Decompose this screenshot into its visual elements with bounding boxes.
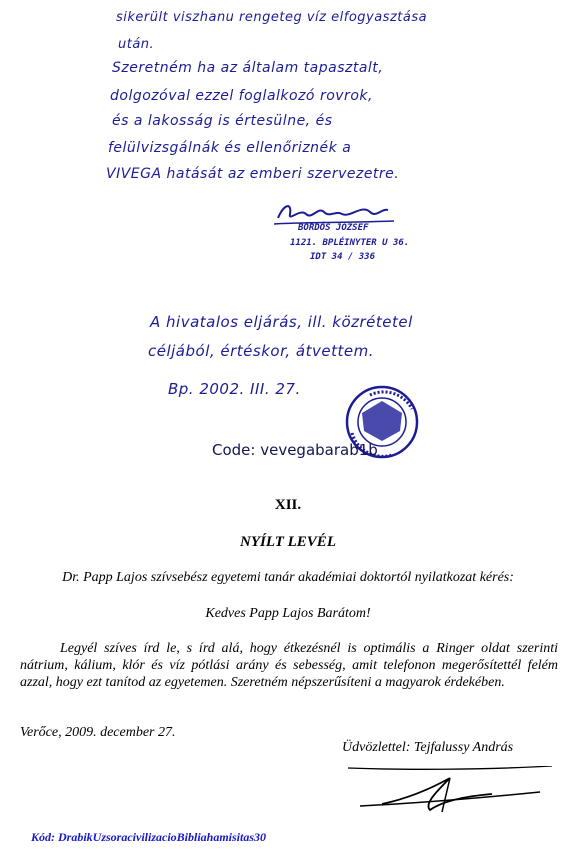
letter-body: Legyél szíves írd le, s írd alá, hogy étkezésnél is optimális a Ringer oldat szerinti nátrium, kálium, klór és víz pótlási arány és sebesség, amit telefonon megerősítettél felém azzal, hogy ezt tanítod az egyetemen. Szeretném népszerűsíteni a magyarok érdekében. <box>20 641 558 690</box>
author-signature-icon <box>340 766 560 820</box>
handwritten-line-2: után. <box>118 37 155 52</box>
handwritten-line-6: felülvizsgálnák és ellenőriznék a <box>108 140 352 156</box>
section-number: XII. <box>274 497 302 513</box>
stamp-name: BORDÓS JÓZSEF <box>298 223 369 233</box>
handwritten-line-1: sikerült viszhanu rengeteg víz elfogyasztása <box>116 10 428 25</box>
handwritten-date: Bp. 2002. III. 27. <box>168 380 301 398</box>
document-code-label: Code: vevegabarab1b <box>212 441 378 459</box>
footer-code: Kód: DrabikUzsoracivilizacioBibliahamisitas30 <box>31 830 267 844</box>
handwritten-line-4: dolgozóval ezzel foglalkozó rovrok, <box>110 88 373 104</box>
stamp-address: 1121. BPLÉINYTER U 36. <box>290 238 410 248</box>
greeting: Kedves Papp Lajos Barátom! <box>205 606 371 621</box>
handwritten-note-line-2: céljából, értéskor, átvettem. <box>148 342 374 360</box>
letter-title: NYÍLT LEVÉL <box>240 534 336 550</box>
handwritten-line-3: Szeretném ha az általam tapasztalt, <box>112 60 384 76</box>
stamp-id: IDT 34 / 336 <box>310 252 376 262</box>
handwritten-line-5: és a lakosság is értesülne, és <box>112 113 333 129</box>
handwritten-note-line-1: A hivatalos eljárás, ill. közrétetel <box>150 313 413 331</box>
signoff: Üdvözlettel: Tejfalussy András <box>342 740 514 755</box>
place-date: Verőce, 2009. december 27. <box>20 725 176 740</box>
handwritten-signature-block <box>270 196 420 276</box>
handwritten-line-7: VIVEGA hatását az emberi szervezetre. <box>106 166 400 182</box>
request-line: Dr. Papp Lajos szívsebész egyetemi tanár akadémiai doktortól nyilatkozat kérés: <box>62 570 514 585</box>
